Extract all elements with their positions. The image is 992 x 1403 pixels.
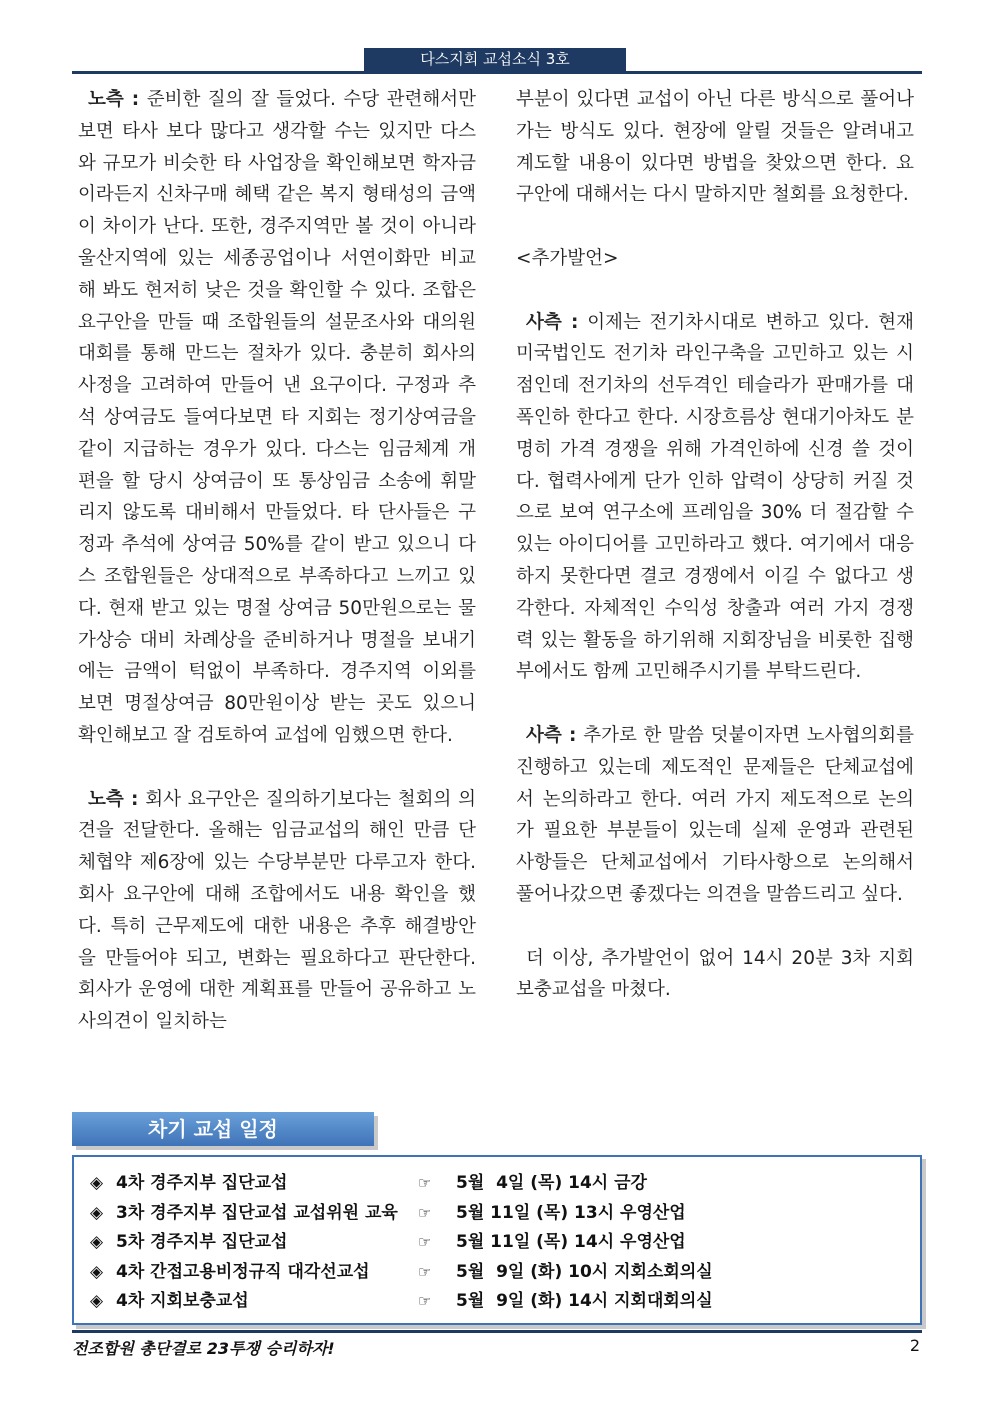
closing-statement: 더 이상, 추가발언이 없어 14시 20분 3차 지회보충교섭을 마쳤다. <box>516 947 914 1001</box>
company-statement-1 <box>516 307 914 689</box>
union-statement-2 <box>78 784 476 1038</box>
schedule-title: 차기 교섭 일정 <box>72 1112 374 1146</box>
header-divider <box>72 71 922 74</box>
schedule-row <box>74 1228 920 1258</box>
schedule-datetime: 5월 9일 (화) 14시 지회대회의실 <box>456 1291 713 1311</box>
speaker-label: 사측 : <box>526 724 577 746</box>
schedule-event: 3차 경주지부 집단교섭 교섭위원 교육 <box>116 1202 398 1223</box>
diamond-bullet-icon: ◈ <box>90 1202 104 1223</box>
schedule-row <box>74 1258 920 1288</box>
company-statement-2 <box>516 720 914 911</box>
pointing-hand-icon: ☞ <box>418 1174 432 1192</box>
schedule-row <box>74 1169 920 1199</box>
schedule-datetime: 5월 11일 (목) 14시 우영산업 <box>456 1232 686 1252</box>
footer-divider <box>72 1330 922 1333</box>
union-statement-continued: 부분이 있다면 교섭이 아닌 다른 방식으로 풀어나가는 방식도 있다. 현장에 알릴 것들은 알려내고 계도할 내용이 있다면 방법을 찾았으면 한다. 요구안에 대해서는 다시 말하지만 철회를 요청한다. <box>516 89 914 206</box>
page-number: 2 <box>909 1336 920 1355</box>
schedule-datetime: 5월 9일 (화) 10시 지회소회의실 <box>456 1261 713 1282</box>
schedule-event: 4차 경주지부 집단교섭 <box>116 1173 288 1193</box>
union-statement-1 <box>78 84 476 752</box>
statement-text: 준비한 질의 잘 들었다. 수당 관련해서만 보면 타사 보다 많다고 생각할 수는 있지만 다스와 규모가 비슷한 타 사업장을 확인해보면 학자금이라든지 신차구매 혜택 같은 복지 형태성의 금액이 차이가 난다. 또한, 경주지역만 볼 것이 아니라 울산지역에 있는 세종공업이나 서연이화만 비교해 봐도 현저히 낮은 것을 확인할 수 있다. 조합은 요구안을 만들 때 조합원들의 설문조사와 대의원대회를 통해 만드는 절차가 있다. 충분히 회사의 사정을 고려하여 만들어 낸 요구이다. 구정과 추석 상여금도 들여다보면 타 지회는 정기상여금을 같이 지급하는 경우가 있다. 다스는 임금체계 개편을 할 당시 상여금이 또 통상임금 소송에 휘말리지 않도록 대비해서 만들었다. 타 단사들은 구정과 추석에 상여금 50%를 같이 받고 있으니 다스 조합원들은 상대적으로 부족하다고 느끼고 있다. 현재 받고 있는 명절 상여금 50만원으로는 물가상승 대비 차례상을 준비하거나 명절을 보내기에는 금액이 턱없이 부족하다. 경주지역 이외를 보면 명절상여금 80만원이상 받는 곳도 있으니 확인해보고 잘 검토하여 교섭에 임했으면 한다. <box>78 89 476 746</box>
diamond-bullet-icon: ◈ <box>90 1291 104 1311</box>
pointing-hand-icon: ☞ <box>418 1233 432 1251</box>
speaker-label: 사측 : <box>526 311 579 333</box>
statement-text: 이제는 전기차시대로 변하고 있다. 현재 미국법인도 전기차 라인구축을 고민하고 있는 시점인데 전기차의 선두격인 테슬라가 판매가를 대폭인하 한다고 한다. 시장흐름상 현대기아차도 분명히 가격 경쟁을 위해 가격인하에 신경 쓸 것이다. 협력사에게 단가 인하 압력이 상당히 커질 것으로 보여 연구소에 프레임을 30% 더 절감할 수 있는 아이디어를 고민하라고 했다. 여기에서 대응하지 못한다면 결코 경쟁에서 이길 수 없다고 생각한다. 자체적인 수익성 창출과 여러 가지 경쟁력 있는 활동을 하기위해 지회장님을 비롯한 집행부에서도 함께 고민해주시기를 부탁드린다. <box>516 311 914 683</box>
schedule-box <box>72 1155 922 1325</box>
section-heading-additional-remarks: <추가발언> <box>516 247 619 269</box>
statement-text: 회사 요구안은 질의하기보다는 철회의 의견을 전달한다. 올해는 임금교섭의 해인 만큼 단체협약 제6장에 있는 수당부분만 다루고자 한다. 회사 요구안에 대해 조합에서도 내용 확인을 했다. 특히 근무제도에 대한 내용은 추후 해결방안을 만들어야 되고, 변화는 필요하다고 판단한다. 회사가 운영에 대한 계획표를 만들어 공유하고 노사의견이 일치하는 <box>78 788 476 1033</box>
pointing-hand-icon: ☞ <box>418 1292 432 1310</box>
diamond-bullet-icon: ◈ <box>90 1232 104 1252</box>
footer-slogan: 전조합원 총단결로 23투쟁 승리하자! <box>72 1339 335 1358</box>
schedule-datetime: 5월 4일 (목) 14시 금강 <box>456 1173 647 1193</box>
diamond-bullet-icon: ◈ <box>90 1261 104 1282</box>
schedule-row <box>74 1199 920 1229</box>
pointing-hand-icon: ☞ <box>418 1262 432 1281</box>
statement-text: 추가로 한 말씀 덧붙이자면 노사협의회를 진행하고 있는데 제도적인 문제들은 단체교섭에서 논의하라고 한다. 여러 가지 제도적으로 논의가 필요한 부분들이 있는데 실제 운영과 관련된 사항들은 단체교섭에서 기타사항으로 논의해서 풀어나갔으면 좋겠다는 의견을 말씀드리고 싶다. <box>516 724 914 905</box>
schedule-event: 4차 지회보충교섭 <box>116 1291 249 1311</box>
speaker-label: 노측 : <box>88 89 140 110</box>
left-column <box>78 84 476 1038</box>
newsletter-title: 다스지회 교섭소식 3호 <box>364 48 626 71</box>
schedule-event: 5차 경주지부 집단교섭 <box>116 1232 288 1252</box>
schedule-event: 4차 간접고용비정규직 대각선교섭 <box>116 1261 370 1282</box>
schedule-datetime: 5월 11일 (목) 13시 우영산업 <box>456 1202 686 1223</box>
right-column <box>516 84 914 1006</box>
speaker-label: 노측 : <box>88 788 139 810</box>
diamond-bullet-icon: ◈ <box>90 1173 104 1193</box>
schedule-row <box>74 1287 920 1317</box>
pointing-hand-icon: ☞ <box>418 1203 432 1222</box>
